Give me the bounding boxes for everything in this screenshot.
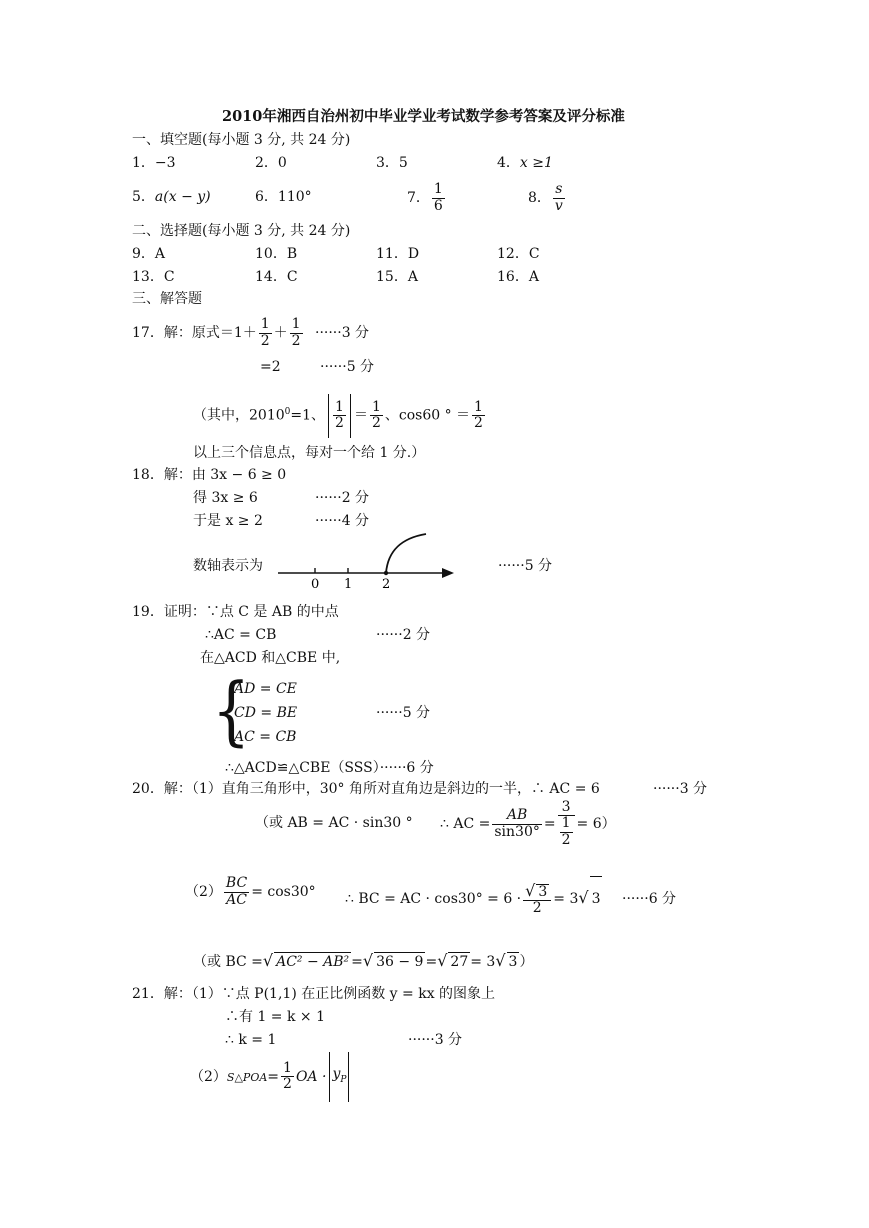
page-title: 2010年湘西自治州初中毕业学业考试数学参考答案及评分标准 [222,108,625,125]
q20-score2: ······6 分 [622,891,677,907]
q19-line1: 19．证明：∵点 C 是 AB 的中点 [132,604,339,620]
section-choice-heading: 二、选择题(每小题 3 分, 共 24 分) [132,223,351,239]
q21-line1: 21．解：（1）∵点 P(1,1) 在正比例函数 y = kx 的图象上 [132,986,496,1002]
answer-5: 5．a(x − y) [132,189,211,205]
choice-12: 12．C [497,246,540,262]
q18-score3: ······4 分 [315,513,370,529]
number-line-diagram [270,530,465,592]
q21-line3: ∴ k = 1 [225,1032,277,1048]
q18-line3: 于是 x ≥ 2 [193,513,263,529]
q17-line1: 17．解：原式＝1＋ $\frac{1}{2}$ ＋ $\frac{1}{2}$ [132,316,301,349]
tick-label-1: 1 [344,577,353,592]
system-brace: { [212,667,251,756]
answer-3: 3．5 [376,155,408,171]
q20-line1: 20．解：（1）直角三角形中，30° 角所对直角边是斜边的一半，∴ AC = 6 [132,781,600,797]
answer-4: 4．x ≥1 [497,155,553,171]
choice-13: 13．C [132,269,175,285]
q19-line4: ∴△ACD≌△CBE（SSS）······6 分 [225,760,434,776]
q20-alt2: （或 BC =√ AC² − AB² =√ 36 − 9 =√ 27 = 3√ 3 ） [193,951,534,970]
choice-11: 11．D [376,246,420,262]
choice-14: 14．C [255,269,298,285]
q19-score2: ······2 分 [376,627,431,643]
q20-alt-b: ∴ AC = $\frac{AB}{\sin 30^\circ}$ = $\frac{3}{\frac{1}{2}}$ = 6） [440,799,616,848]
q17-score1: ······3 分 [315,325,370,341]
q17-note: （其中，$2010^0=1$、 $\frac{1}{2}$ ＝ $\frac{1}{2}$ 、cos60 ° ＝ $\frac{1}{2}$ [193,390,487,438]
q19-eq3: AC = CB [234,729,297,745]
q18-score2: ······2 分 [315,490,370,506]
q19-line2: ∴AC = CB [205,627,277,643]
q17-line2: =2 [260,359,281,375]
q20-part2: （2） $\frac{BC}{AC}$ = cos30° [185,875,316,908]
choice-15: 15．A [376,269,418,285]
q21-line4: （2）S△POA= $\frac{1}{2}$ OA · $y_P$ [190,1052,352,1102]
q17-note-end: 以上三个信息点，每对一个给 1 分.） [193,445,426,461]
tick-label-0: 0 [311,577,320,592]
q19-line3: 在△ACD 和△CBE 中, [200,650,341,666]
tick-label-2: 2 [382,577,391,592]
q20-part2-calc: ∴ BC = AC · cos30° = 6 · $\frac{√ 3}{2}$ = 3√ 3 [345,876,602,921]
q18-line1: 18．解：由 3x − 6 ≥ 0 [132,467,287,483]
answer-2: 2．0 [255,155,287,171]
section-solution-heading: 三、解答题 [132,291,202,307]
answer-8: 8． $\frac{s}{v}$ [528,181,563,214]
answer-1: 1．−3 [132,155,176,171]
choice-9: 9．A [132,246,166,262]
section-fill-heading: 一、填空题(每小题 3 分, 共 24 分) [132,132,351,148]
q19-eq1: AD = CE [234,681,297,697]
answer-6: 6．110° [255,189,312,205]
answer-7: 7． $\frac{1}{6}$ [407,181,443,214]
q19-eq2: CD = BE [234,705,298,721]
q19-score3: ······5 分 [376,705,431,721]
q20-score1: ······3 分 [653,781,708,797]
q20-alt-a: （或 AB = AC · sin30 ° [255,815,413,831]
q18-score4: ······5 分 [498,558,553,574]
choice-10: 10．B [255,246,298,262]
q21-line2: ∴有 1 = k × 1 [225,1009,326,1025]
q21-score3: ······3 分 [408,1032,463,1048]
q18-line2: 得 3x ≥ 6 [193,490,258,506]
choice-16: 16．A [497,269,539,285]
q17-score2: ······5 分 [320,359,375,375]
q18-line4: 数轴表示为 [193,558,263,574]
